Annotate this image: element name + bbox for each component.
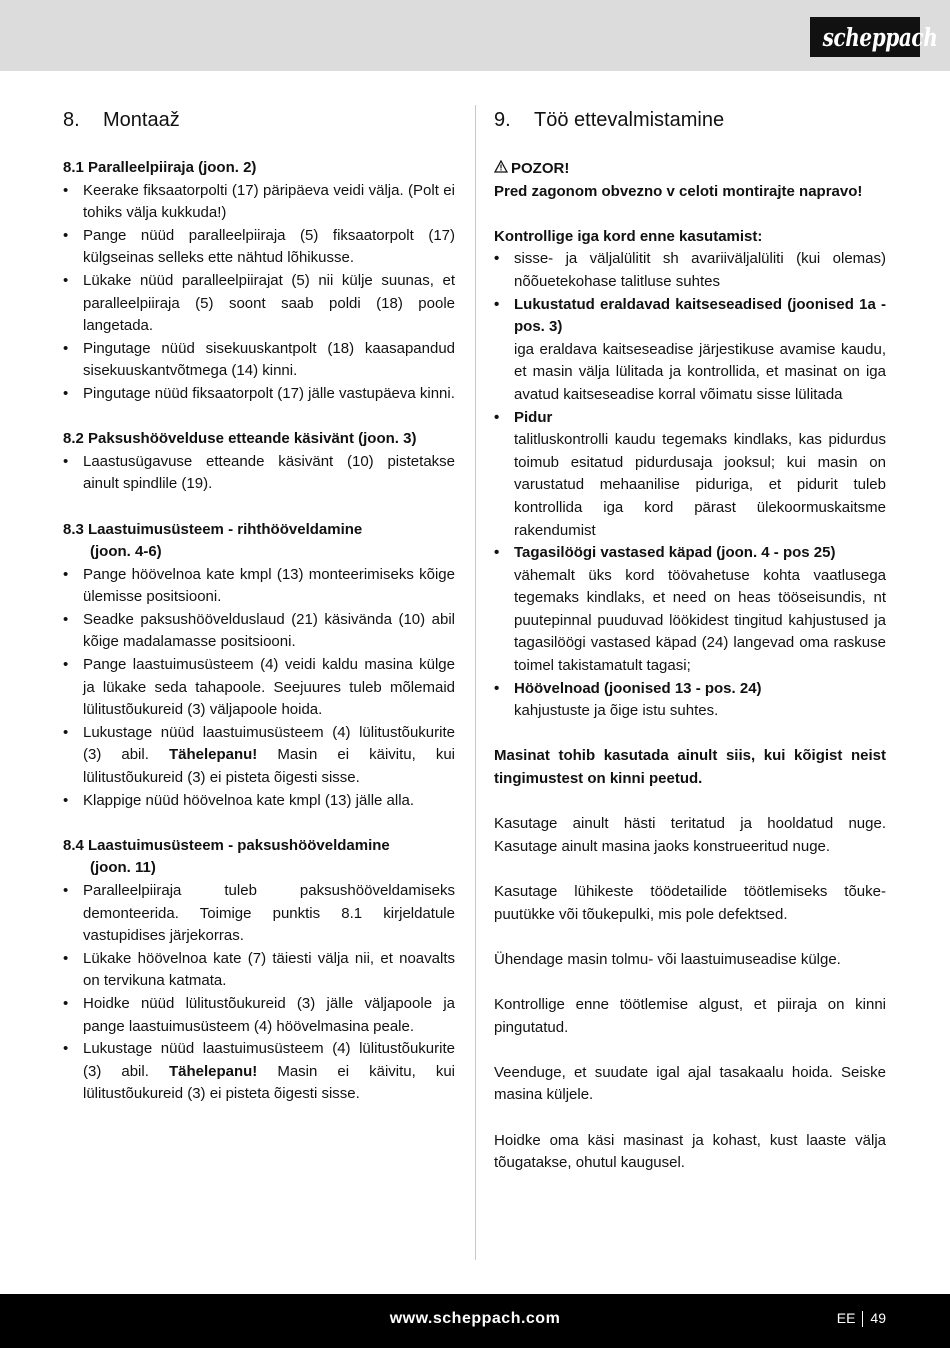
section-title-text: Montaaž	[103, 109, 180, 131]
conditions-notice: Masinat tohib kasutada ainult siis, kui kõigist neist tingimustest on kinni peetud.	[494, 747, 886, 788]
bullet-dot: •	[494, 679, 500, 697]
paragraph: Kontrollige enne töötlemise algust, et piiraja on kinni pingutatud.	[494, 995, 886, 1036]
right-column	[494, 105, 886, 1175]
bullet-dot: •	[63, 882, 69, 899]
bullet-dot: •	[63, 226, 69, 244]
language-code: EE	[836, 1310, 856, 1326]
list-item: • Höövelnoad (joonised 13 - pos. 24) kahjustuste ja õige istu suhtes.	[494, 679, 762, 720]
website-link[interactable]: www.scheppach.com	[389, 1310, 561, 1327]
subsection-8-2-heading: 8.2 Paksushöövelduse etteande käsivänt (joon. 3)	[63, 430, 417, 448]
bullet-dot: •	[63, 339, 69, 357]
bullet-dot: •	[494, 408, 500, 426]
attention-label: Tähelepanu!	[168, 746, 258, 764]
bullet-dot: •	[494, 544, 500, 562]
list-item: • Hoidke nüüd lülitustõukureid (3) jälle väljapoole ja pange laastuimusüsteem (4) höövelmasina peale.	[63, 994, 455, 1035]
list-item: • Lukustage nüüd laastuimusüsteem (4) lülitustõukurite (3) abil. Tähelepanu! Masin ei käivitu, kui lülitustõukureid (3) ei pisteta õigesti sisse.	[63, 723, 456, 787]
list-item: • Pange höövelnoa kate kmpl (13) monteerimiseks kõige ülemisse positsiooni.	[63, 565, 455, 606]
section-title-text: Töö ettevalmistamine	[534, 109, 725, 131]
bullet-dot: •	[63, 994, 69, 1012]
bullet-dot: •	[63, 271, 69, 289]
scheppach-logo: scheppach	[810, 17, 920, 57]
list-item: • Seadke paksushöövelduslaud (21) käsivända (10) abil kõige madalamasse positsiooni.	[63, 610, 455, 651]
warning-text: Pred zagonom obvezno v celoti montirajte napravo!	[494, 182, 863, 200]
list-item: • Keerake fiksaatorpolti (17) päripäeva veidi välja. (Polt ei tohiks välja kukkuda!)	[63, 181, 455, 222]
subsection-8-4-list	[63, 880, 455, 1106]
subsection-8-1-heading: 8.1 Paralleelpiiraja (joon. 2)	[63, 159, 257, 176]
left-column	[63, 105, 455, 1106]
list-item: • Laastusügavuse etteande käsivänt (10) pistetakse ainult spindlile (19).	[63, 452, 455, 493]
subsection-8-3-heading: 8.3 Laastuimusüsteem - rihthööveldamine (joon. 4-6)	[63, 520, 363, 561]
page-number: 49	[870, 1310, 886, 1326]
subsection-8-4-heading: 8.4 Laastuimusüsteem - paksushööveldamine (joon. 11)	[63, 836, 390, 877]
paragraph: Veenduge, et suudate igal ajal tasakaalu hoida. Seiske masina küljele.	[494, 1063, 886, 1104]
bullet-dot: •	[63, 610, 69, 628]
list-item: • Pingutage nüüd sisekuuskantpolt (18) kaasapandud sisekuuskantvõtmega (14) kinni.	[63, 339, 455, 380]
warning-triangle-icon	[494, 157, 511, 180]
bullet-dot: •	[63, 723, 69, 741]
list-item: • Pidur talitluskontrolli kaudu tegemaks kindlaks, kas pidurdus toimub esitatud pidurdusaja jooksul; kui masin on varustatud mehaanilise piduriga, et pidurit tuleb kontrollida iga kord pärast ülekoormuskaitsme rakendumist	[494, 408, 886, 539]
list-item: • Paralleelpiiraja tuleb paksushööveldamiseks demonteerida. Toimige punktis 8.1 kirjeldatule vastupidises järjekorras.	[63, 882, 455, 945]
list-item: • Lukustatud eraldavad kaitseseadised (joonised 1a - pos. 3) iga eraldava kaitseseadise järjestikuse avamise kaudu, et masin välja lülitada ja kontrollida, et masinat on iga avatud kaitseseadise korral võimatu sisse lülitada	[494, 295, 886, 403]
warning-heading: POZOR!	[494, 157, 886, 181]
page-indicator	[837, 1310, 886, 1327]
bullet-dot: •	[63, 181, 69, 199]
list-item: • Lükake nüüd paralleelpiirajat (5) nii külje suunas, et paralleelpiiraja (5) soont saab poldi (18) poole langetada.	[63, 271, 455, 335]
subsection-8-3-list	[63, 564, 455, 813]
footer-bar	[0, 1294, 950, 1348]
paragraph: Hoidke oma käsi masinast ja kohast, kust laaste välja tõugatakse, ohutul kaugusel.	[494, 1131, 886, 1172]
bullet-dot: •	[63, 384, 69, 402]
list-item: • Pange laastuimusüsteem (4) veidi kaldu masina külge ja lükake seda tahapoole. Seejuures tuleb mõlemaid lülitustõukureid (3) väljapoole hoida.	[63, 656, 455, 719]
bullet-dot: •	[494, 295, 500, 313]
check-list	[494, 248, 886, 722]
subsection-8-2-list	[63, 451, 455, 496]
list-item: • Pange nüüd paralleelpiiraja (5) fiksaatorpolt (17) külgseinas selleks ette nähtud lõhikusse.	[63, 226, 455, 267]
list-item: • Lukustage nüüd laastuimusüsteem (4) lülitustõukurite (3) abil. Tähelepanu! Masin ei käivitu, kui lülitustõukureid (3) ei pisteta õigesti sisse.	[63, 1040, 456, 1103]
bullet-dot: •	[63, 656, 69, 674]
paragraph: Kasutage lühikeste töödetailide töötlemiseks tõuke-puutükke või tõukepulki, mis pole defektsed.	[494, 883, 886, 923]
section-9-title	[494, 105, 886, 135]
paragraph: Kasutage ainult hästi teritatud ja hooldatud nuge. Kasutage ainult masina jaoks konstrueeritud nuge.	[494, 815, 886, 855]
bullet-dot: •	[63, 949, 69, 967]
bullet-dot: •	[63, 565, 69, 583]
list-item: • Tagasilöögi vastased käpad (joon. 4 - pos 25) vähemalt üks kord töövahetuse kohta vaatlusega tegemaks kindlaks, et need on heas tööseisundis, nt puutepinnal puuduvad löökidest tingitud kahjustused ja tagasilöögi vastased käpad (24) langevad oma raskuse toimel takistamatult tagasi;	[494, 544, 886, 675]
bullet-dot: •	[63, 452, 69, 470]
section-number: 8.	[63, 109, 80, 131]
subsection-8-1-list	[63, 180, 455, 406]
paragraph: Ühendage masin tolmu- või laastuimuseadise külge.	[494, 950, 841, 968]
list-item: • sisse- ja väljalülitit sh avariiväljalüliti (kui olemas) nõõuetekohase talitluse suhtes	[494, 250, 886, 290]
list-item: • Pingutage nüüd fiksaatorpolt (17) jälle vastupäeva kinni.	[63, 383, 455, 406]
header-bar	[0, 0, 950, 71]
bullet-dot: •	[494, 250, 500, 268]
section-number: 9.	[494, 109, 511, 131]
column-divider	[475, 105, 476, 1260]
check-heading: Kontrollige iga kord enne kasutamist:	[494, 227, 763, 245]
attention-label: Tähelepanu!	[168, 1062, 258, 1080]
bullet-dot: •	[63, 1040, 69, 1058]
list-item: • Klappige nüüd höövelnoa kate kmpl (13) jälle alla.	[63, 790, 455, 813]
section-8-title	[63, 105, 455, 135]
bullet-dot: •	[63, 791, 69, 809]
list-item: • Lükake höövelnoa kate (7) täiesti välja nii, et noavalts on tervikuna katmata.	[63, 949, 455, 990]
